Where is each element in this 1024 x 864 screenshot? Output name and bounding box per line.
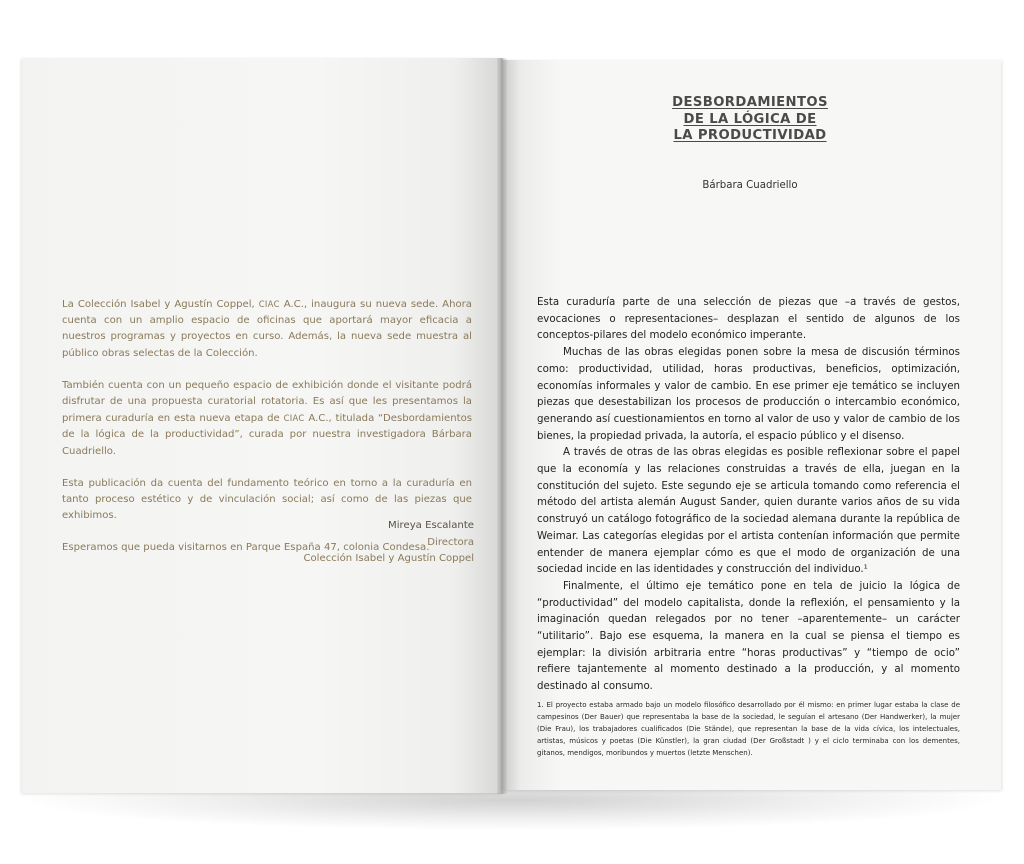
left-paragraph-1: La Colección Isabel y Agustín Coppel, CIAC A.C., inaugura su nueva sede. Ahora cuenta con un amplio espacio de oficinas que aportará mayor eficacia a nuestros programas y proyectos en curso. Además, la nueva sede muestra al público obras selectas de la Colección.: [62, 299, 472, 359]
essay-paragraph-1: Esta curaduría parte de una selección de piezas que –a través de gestos, evocaciones o representaciones– desplazan el sentido de algunos de los conceptos-pilares del modelo económico imperante.: [537, 296, 960, 342]
footnote: 1. El proyecto estaba armado bajo un modelo filosófico desarrollado por él mismo: en primer lugar estaba la clase de campesinos (Der Bauer) que representaba la base de la sociedad, le seguían el artesano (Der Handwerker), la mujer (Die Frau), los trabajadores cualificados (Die Stände), que representan la base de la vida cívica, los intelectuales, artistas, músicos y poetas (Die Künstler), la gran ciudad (Der Großstadt ) y el ciclo terminaba con los dementes, gitanos, mendigos, moribundos y muertos (letzte Menschen).: [537, 701, 960, 757]
book-gutter: [497, 58, 507, 794]
signature-org: Colección Isabel y Agustín Coppel: [303, 553, 474, 564]
signature-role: Directora: [427, 536, 474, 548]
left-paragraph-2: También cuenta con un pequeño espacio de exhibición donde el visitante podrá disfrutar de una propuesta curatorial rotatoria. Es así que les presentamos la primera curaduría en esta nueva etapa de CIAC A.C., titulada “Desbordamientos de la lógica de la productividad”, curada por nuestra investigadora Bárbara Cuadriello.: [62, 379, 473, 457]
essay-paragraph-3: A través de otras de las obras elegidas es posible reflexionar sobre el papel que la economía y las relaciones construidas a través de ella, juegan en la constitución del sujeto. Este segundo eje se articula tomando como referencia el método del artista alemán August Sander, quien durante varios años de su vida construyó un catálogo fotográfico de la sociedad alemana durante la república de Weimar. Las categorías elegidas por el artista contenían información que permite entender de manera ejemplar cómo es que el modo de organización de una sociedad incide en las identidades y construcción del individuo.¹: [537, 446, 960, 576]
essay-body: [537, 294, 960, 695]
left-paragraph-4: Esperamos que pueda visitarnos en Parque España 47, colonia Condesa.: [62, 542, 430, 554]
signature-name: Mireya Escalante: [388, 520, 474, 531]
title-line-3: LA PRODUCTIVIDAD: [673, 128, 827, 143]
essay-author: Bárbara Cuadriello: [702, 180, 798, 191]
essay-paragraph-4: Finalmente, el último eje temático pone en tela de juicio la lógica de “productividad” del modelo capitalista, donde la reflexión, el pensamiento y la imaginación quedan relegados por no tener –aparentemente– un carácter “utilitario”. Bajo ese esquema, la manera en la cual se piensa el tiempo es ejemplar: la división arbitraria entre “horas productivas” y “tiempo de ocio” refiere tajantemente al momento destinado a la producción, y al momento destinado al consumo.: [537, 579, 960, 693]
title-line-2: DE LA LÓGICA DE: [683, 111, 817, 127]
essay-paragraph-2: Muchas de las obras elegidas ponen sobre la mesa de discusión términos como: productividad, utilidad, horas productivas, beneficios, optimización, economías informales y valor de cambio. En ese primer eje temático se incluyen piezas que desestabilizan los procesos de producción o intercambio económico, generando así cuestionamientos en torno al valor de uso y valor de cambio de los bienes, la propiedad privada, la autoría, el espacio público y el disenso.: [537, 346, 960, 442]
essay-title: [640, 95, 860, 145]
signature-block: [260, 518, 474, 568]
title-line-1: DESBORDAMIENTOS: [672, 95, 828, 110]
left-paragraph-3: Esta publicación da cuenta del fundamento teórico en torno a la curaduría en tanto proceso estético y de vinculación social; así como de las piezas que exhibimos.: [62, 477, 472, 522]
